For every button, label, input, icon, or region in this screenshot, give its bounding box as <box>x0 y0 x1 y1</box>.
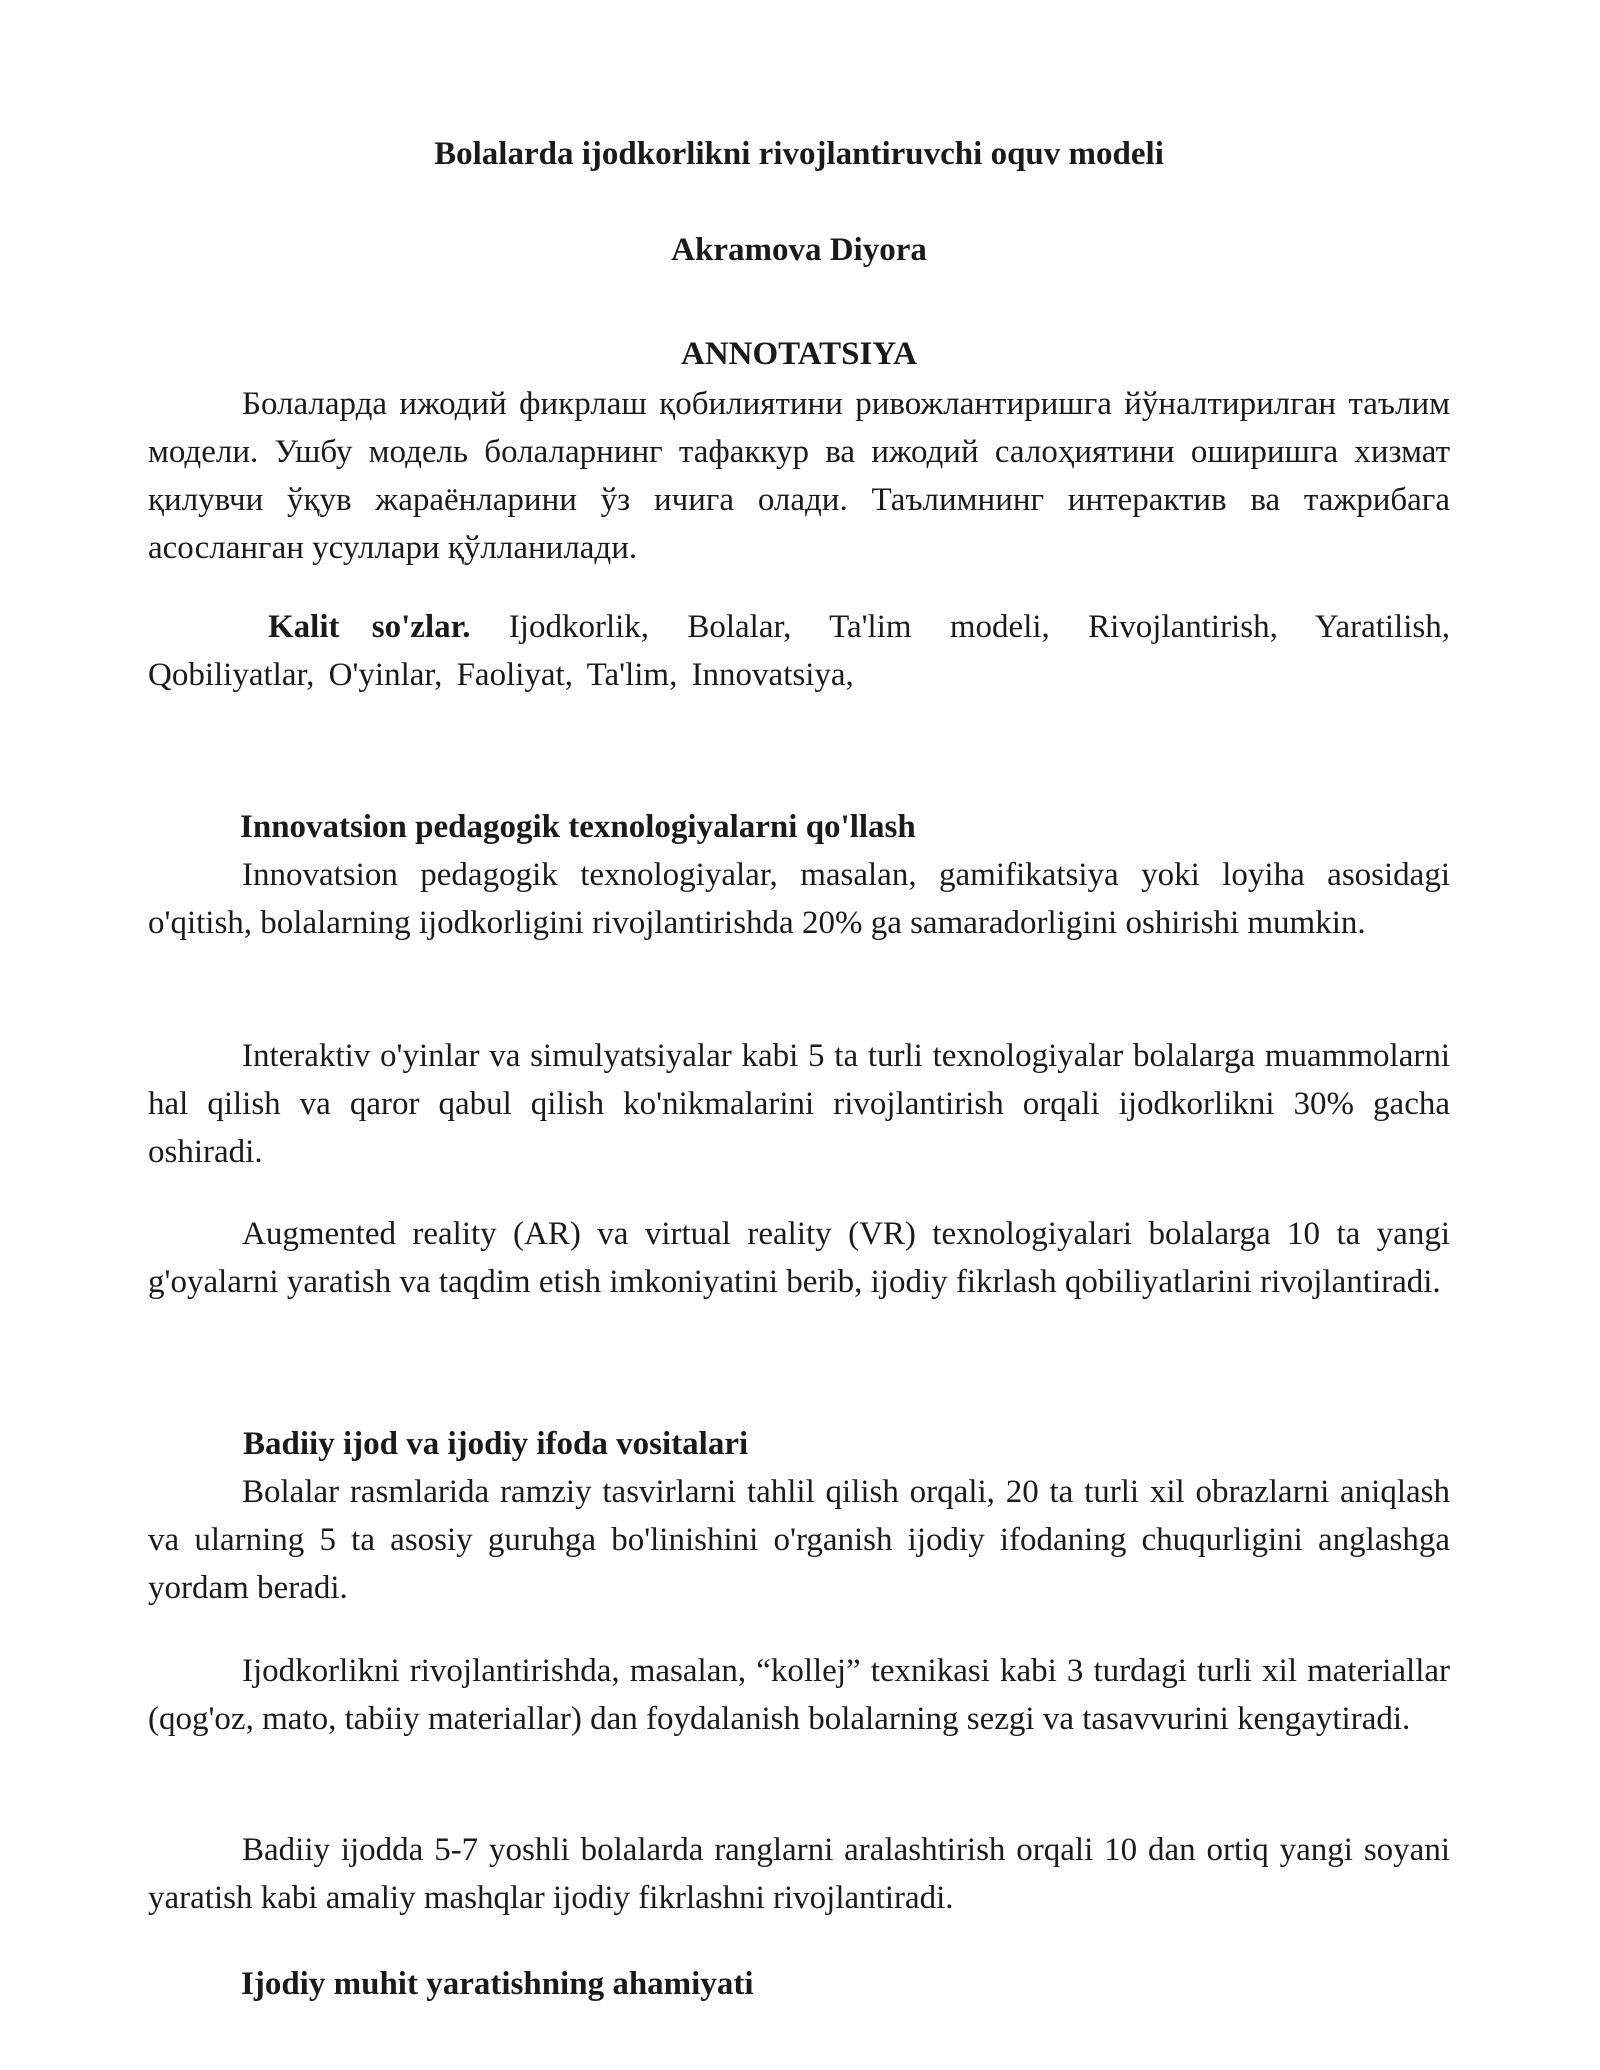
section-1-paragraph-2 <box>148 1032 1450 1176</box>
section-paragraph: Ijodkorlikni rivojlantirishda, masalan, “kollej” texnikasi kabi 3 turdagi turli xil materiallar (qog'oz, mato, tabiiy materiallar) dan foydalanish bolalarning sezgi va tasavvurini kengaytiradi. <box>148 1653 1450 1737</box>
section-paragraph: Augmented reality (AR) va virtual reality (VR) texnologiyalari bolalarga 10 ta yangi g'oyalarni yaratish va taqdim etish imkoniyatini berib, ijodiy fikrlash qobiliyatlarini rivojlantiradi. <box>148 1216 1450 1300</box>
keywords-paragraph <box>148 603 1450 699</box>
section-2-paragraph-3 <box>148 1826 1450 1922</box>
section-heading: Innovatsion pedagogik texnologiyalarni qo'llash <box>240 809 916 845</box>
keywords-block <box>148 603 1450 699</box>
annotation-block <box>148 380 1450 572</box>
section-1 <box>148 803 1450 947</box>
section-paragraph: Interaktiv o'yinlar va simulyatsiyalar kabi 5 ta turli texnologiyalar bolalarga muammolarni hal qilish va qaror qabul qilish ko'nikmalarini rivojlantirish orqali ijodkorlikni 30% gacha oshiradi. <box>148 1038 1450 1170</box>
section-2 <box>148 1420 1450 1612</box>
annotation-text: Болаларда ижодий фикрлаш қобилиятини ривожлантиришга йўналтирилган таълим модели. Ушбу модель болаларнинг тафаккур ва ижодий салоҳиятини оширишга хизмат қилувчи ўқув жараёнларини ўз ичига олади. Таълимнинг интерактив ва тажрибага асосланган усуллари қўлланилади. <box>148 386 1450 566</box>
document-title: Bolalarda ijodkorlikni rivojlantiruvchi oquv modeli <box>434 136 1164 172</box>
section-paragraph: Innovatsion pedagogik texnologiyalar, masalan, gamifikatsiya yoki loyiha asosidagi o'qitish, bolalarning ijodkorligini rivojlantirishda 20% ga samaradorligini oshirishi mumkin. <box>148 857 1450 941</box>
section-heading: Badiiy ijod va ijodiy ifoda vositalari <box>243 1426 749 1462</box>
section-paragraph: Bolalar rasmlarida ramziy tasvirlarni tahlil qilish orqali, 20 ta turli xil obrazlarni aniqlash va ularning 5 ta asosiy guruhga bo'linishini o'rganish ijodiy ifodaning chuqurligini anglashga yordam beradi. <box>148 1474 1450 1606</box>
section-paragraph: Badiiy ijodda 5-7 yoshli bolalarda ranglarni aralashtirish orqali 10 dan ortiq yangi soyani yaratish kabi amaliy mashqlar ijodiy fikrlashni rivojlantiradi. <box>148 1832 1450 1916</box>
section-heading: Ijodiy muhit yaratishning ahamiyati <box>241 1966 754 2002</box>
annotation-heading: ANNOTATSIYA <box>681 336 917 372</box>
keywords-text: Ijodkorlik, Bolalar, Ta'lim modeli, Rivojlantirish, Yaratilish, Qobiliyatlar, O'yinlar, Faoliyat, Ta'lim, Innovatsiya, <box>148 609 1450 693</box>
section-3 <box>148 1960 1450 2008</box>
section-1-paragraph-3 <box>148 1210 1450 1306</box>
keywords-label: Kalit so'zlar. <box>268 609 471 645</box>
author-name: Akramova Diyora <box>671 232 927 268</box>
section-2-paragraph-2 <box>148 1647 1450 1743</box>
